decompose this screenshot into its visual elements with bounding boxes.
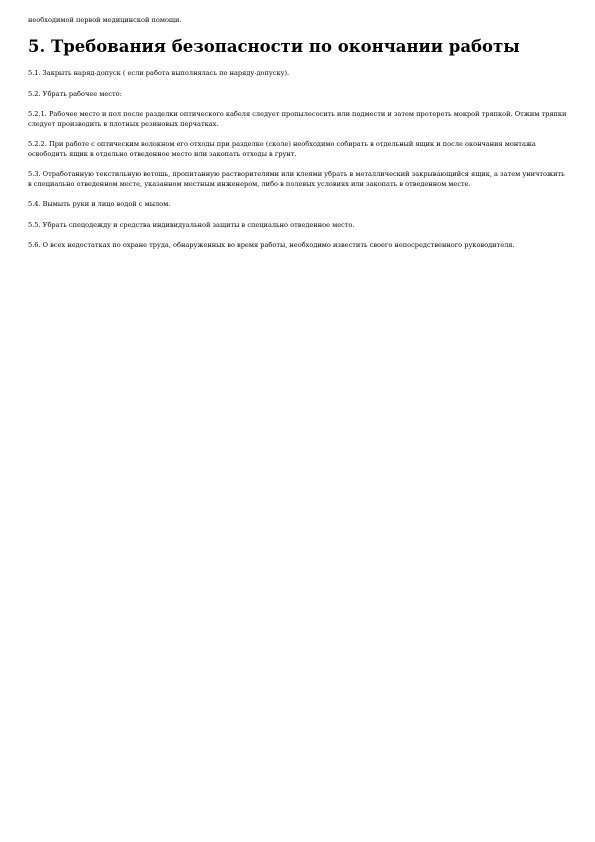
paragraph-5-5: 5.5. Убрать спецодежду и средства индивидуальной защиты в специально отведенное место. xyxy=(28,220,355,229)
paragraph-5-6: 5.6. О всех недостатках по охране труда, обнаруженных во время работы, необходимо известить своего непосредственного руководителя. xyxy=(28,241,515,249)
document-page xyxy=(28,16,568,262)
paragraph-5-2: 5.2. Убрать рабочее место: xyxy=(28,89,122,98)
carryover-text: необходимой первой медицинской помощи. xyxy=(28,16,182,24)
paragraph-5-1: 5.1. Закрыть наряд-допуск ( если работа выполнялась по наряду-допуску). xyxy=(28,69,290,77)
paragraph-5-2-1: 5.2.1. Рабочее место и пол после разделки оптического кабеля следует пропылесосить или подмести и затем протереть мокрой тряпкой. Отжим тряпки следует производить в плотных резиновых перчатках. xyxy=(28,110,567,128)
paragraph-5-4: 5.4. Вымыть руки и лицо водой с мылом. xyxy=(28,200,171,208)
paragraph-5-3: 5.3. Отработанную текстильную ветошь, пропитанную растворителями или клеями убрать в металлический закрывающийся ящик, а затем уничтожить в специально отведенном месте, указанном местным инженером, либо в полевых условиях или закопать в отведенном месте. xyxy=(28,170,565,188)
section-heading: 5. Требования безопасности по окончании работы xyxy=(28,37,520,56)
paragraph-5-2-2: 5.2.2. При работе с оптическим волокном его отходы при разделке (сколе) необходимо собирать в отдельный ящик и после окончания монтажа освободить ящик в отдельно отведенное место или закопать отходы в грунт. xyxy=(28,140,536,158)
